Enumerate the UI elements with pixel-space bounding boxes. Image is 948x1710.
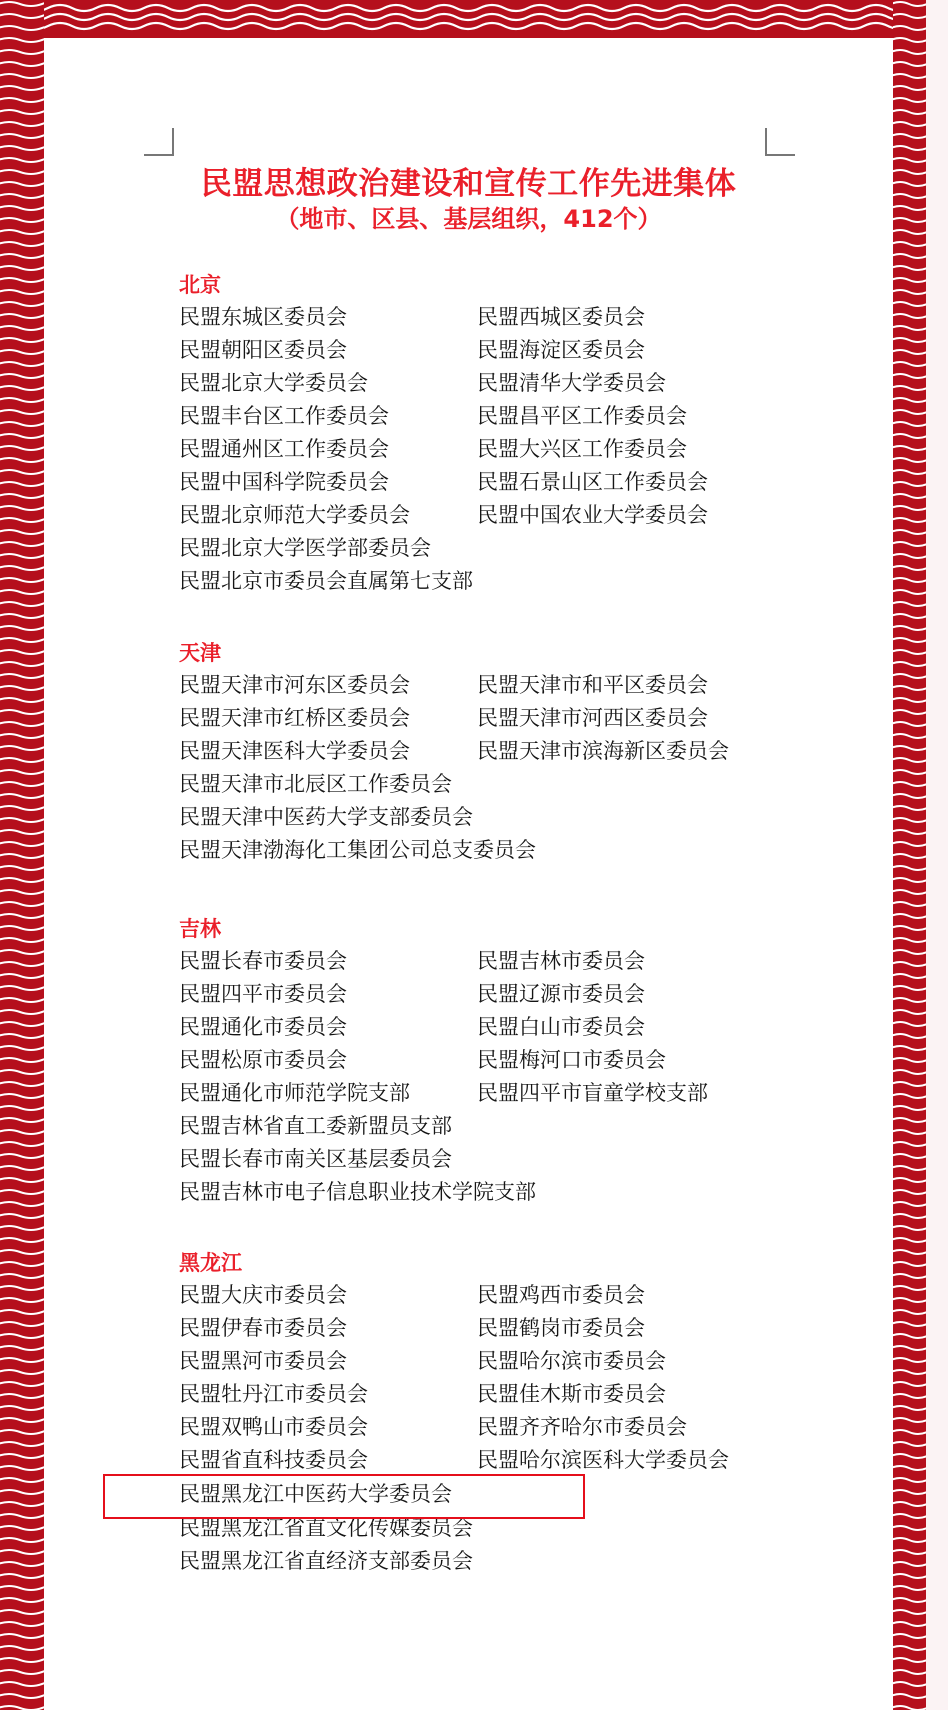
tianjin-item-9: 民盟天津渤海化工集团公司总支委员会: [179, 838, 536, 862]
beijing-item-12: 民盟石景山区工作委员会: [477, 470, 708, 494]
heilongjiang-item-11: 民盟省直科技委员会: [179, 1448, 368, 1472]
tianjin-item-6: 民盟天津市滨海新区委员会: [477, 739, 729, 763]
heilongjiang-item-6: 民盟哈尔滨市委员会: [477, 1349, 666, 1373]
jilin-item-2: 民盟吉林市委员会: [477, 949, 645, 973]
jilin-item-4: 民盟辽源市委员会: [477, 982, 645, 1006]
jilin-item-5: 民盟通化市委员会: [179, 1015, 347, 1039]
beijing-item-14: 民盟中国农业大学委员会: [477, 503, 708, 527]
jilin-item-11: 民盟吉林省直工委新盟员支部: [179, 1114, 452, 1138]
beijing-item-7: 民盟丰台区工作委员会: [179, 404, 389, 428]
jilin-item-8: 民盟梅河口市委员会: [477, 1048, 666, 1072]
heilongjiang-item-9: 民盟双鸭山市委员会: [179, 1415, 368, 1439]
jilin-item-6: 民盟白山市委员会: [477, 1015, 645, 1039]
tianjin-item-5: 民盟天津医科大学委员会: [179, 739, 410, 763]
heilongjiang-item-1: 民盟大庆市委员会: [179, 1283, 347, 1307]
tianjin-item-8: 民盟天津中医药大学支部委员会: [179, 805, 473, 829]
heilongjiang-item-7: 民盟牡丹江市委员会: [179, 1382, 368, 1406]
heilongjiang-item-3: 民盟伊春市委员会: [179, 1316, 347, 1340]
tianjin-item-7: 民盟天津市北辰区工作委员会: [179, 772, 452, 796]
heilongjiang-item-8: 民盟佳木斯市委员会: [477, 1382, 666, 1406]
heilongjiang-item-2: 民盟鸡西市委员会: [477, 1283, 645, 1307]
document-subtitle: （地市、区县、基层组织，412个）: [275, 205, 662, 233]
beijing-item-13: 民盟北京师范大学委员会: [179, 503, 410, 527]
page-side-strip: [926, 0, 948, 1710]
beijing-item-8: 民盟昌平区工作委员会: [477, 404, 687, 428]
jilin-item-1: 民盟长春市委员会: [179, 949, 347, 973]
top-wave-border: [0, 0, 926, 38]
jilin-item-12: 民盟长春市南关区基层委员会: [179, 1147, 452, 1171]
heilongjiang-item-14: 民盟黑龙江省直文化传媒委员会: [179, 1516, 473, 1540]
jilin-item-7: 民盟松原市委员会: [179, 1048, 347, 1072]
heilongjiang-item-4: 民盟鹤岗市委员会: [477, 1316, 645, 1340]
highlighted-item-box: [103, 1474, 585, 1519]
tianjin-item-3: 民盟天津市红桥区委员会: [179, 706, 410, 730]
right-wave-border: [893, 0, 926, 1710]
beijing-item-6: 民盟清华大学委员会: [477, 371, 666, 395]
section-jilin-title: 吉林: [179, 917, 221, 941]
heilongjiang-item-12: 民盟哈尔滨医科大学委员会: [477, 1448, 729, 1472]
beijing-item-11: 民盟中国科学院委员会: [179, 470, 389, 494]
jilin-item-9: 民盟通化市师范学院支部: [179, 1081, 410, 1105]
beijing-item-3: 民盟朝阳区委员会: [179, 338, 347, 362]
crop-mark-right: [765, 128, 795, 156]
tianjin-item-1: 民盟天津市河东区委员会: [179, 673, 410, 697]
beijing-item-15: 民盟北京大学医学部委员会: [179, 536, 431, 560]
beijing-item-16: 民盟北京市委员会直属第七支部: [179, 569, 473, 593]
beijing-item-2: 民盟西城区委员会: [477, 305, 645, 329]
jilin-item-13: 民盟吉林市电子信息职业技术学院支部: [179, 1180, 536, 1204]
document-content: [44, 38, 893, 1710]
tianjin-item-4: 民盟天津市河西区委员会: [477, 706, 708, 730]
crop-mark-left: [144, 128, 174, 156]
section-heilongjiang-title: 黑龙江: [179, 1251, 242, 1275]
beijing-item-1: 民盟东城区委员会: [179, 305, 347, 329]
beijing-item-9: 民盟通州区工作委员会: [179, 437, 389, 461]
heilongjiang-item-5: 民盟黑河市委员会: [179, 1349, 347, 1373]
heilongjiang-item-15: 民盟黑龙江省直经济支部委员会: [179, 1549, 473, 1573]
beijing-item-4: 民盟海淀区委员会: [477, 338, 645, 362]
left-wave-border: [0, 0, 44, 1710]
document-title: 民盟思想政治建设和宣传工作先进集体: [200, 166, 737, 202]
heilongjiang-item-13: 民盟黑龙江中医药大学委员会: [179, 1482, 452, 1506]
tianjin-item-2: 民盟天津市和平区委员会: [477, 673, 708, 697]
jilin-item-10: 民盟四平市盲童学校支部: [477, 1081, 708, 1105]
beijing-item-5: 民盟北京大学委员会: [179, 371, 368, 395]
section-tianjin-title: 天津: [179, 641, 221, 665]
beijing-item-10: 民盟大兴区工作委员会: [477, 437, 687, 461]
section-beijing-title: 北京: [179, 273, 221, 297]
heilongjiang-item-10: 民盟齐齐哈尔市委员会: [477, 1415, 687, 1439]
jilin-item-3: 民盟四平市委员会: [179, 982, 347, 1006]
